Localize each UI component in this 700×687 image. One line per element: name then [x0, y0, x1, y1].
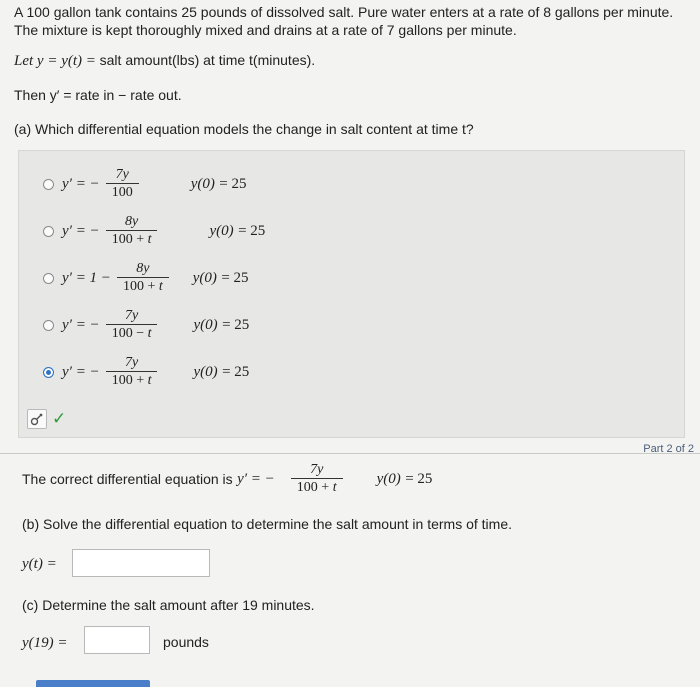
option-5-ic-rhs: = 25 — [222, 363, 250, 380]
edit-answer-icon[interactable] — [27, 409, 47, 429]
part-a-question: (a) Which differential equation models the change in salt content at time t? — [14, 121, 474, 137]
option-4-numerator: 7y — [124, 308, 139, 323]
option-2-ic-rhs: = 25 — [238, 222, 266, 239]
option-1-ic-rhs: = 25 — [219, 175, 247, 192]
correct-answer-lhs: y′ = − — [237, 470, 275, 487]
correct-answer-numerator: 7y — [310, 462, 324, 477]
option-2[interactable] — [43, 214, 265, 248]
option-5[interactable] — [43, 355, 249, 389]
let-prefix: Let y = y(t) = — [14, 53, 100, 69]
part-b-question: (b) Solve the differential equation to determine the salt amount in terms of time. — [22, 516, 512, 532]
submit-button[interactable] — [36, 680, 150, 687]
option-1[interactable] — [43, 167, 247, 201]
part-c-unit: pounds — [163, 634, 209, 650]
correct-answer-line — [22, 462, 432, 496]
option-3-fraction — [117, 261, 169, 295]
option-5-lhs: y′ = − — [62, 363, 100, 380]
problem-line-1: A 100 gallon tank contains 25 pounds of dissolved salt. Pure water enters at a rate of 8 gallons per minute. — [14, 4, 674, 20]
correct-check-icon: ✓ — [52, 409, 67, 428]
part-indicator: Part 2 of 2 — [643, 443, 694, 455]
option-2-numerator: 8y — [124, 214, 139, 229]
option-3-denominator: 100 + t — [117, 277, 169, 295]
option-4-fraction — [106, 308, 158, 342]
option-5-ic-lhs: y(0) — [193, 363, 218, 380]
option-5-radio[interactable] — [43, 367, 54, 378]
correct-answer-ic-rhs: = 25 — [405, 470, 433, 487]
option-4-ic-rhs: = 25 — [222, 316, 250, 333]
correct-answer-prefix: The correct differential equation is — [22, 471, 233, 487]
part-b-label: y(t) = — [22, 556, 57, 572]
option-2-denominator: 100 + t — [106, 230, 158, 248]
option-3-lhs: y′ = 1 − — [62, 269, 111, 286]
option-5-denominator: 100 + t — [106, 371, 158, 389]
correct-answer-denominator: 100 + t — [291, 478, 343, 496]
option-1-denominator: 100 — [106, 183, 139, 201]
option-2-lhs: y′ = − — [62, 222, 100, 239]
part-a-answer-box — [18, 150, 685, 438]
option-3-numerator: 8y — [136, 261, 150, 276]
option-3-radio[interactable] — [43, 273, 54, 284]
part-c-question: (c) Determine the salt amount after 19 minutes. — [22, 597, 315, 613]
part-b-answer-input[interactable] — [72, 549, 210, 577]
option-4-radio[interactable] — [43, 320, 54, 331]
option-1-radio[interactable] — [43, 179, 54, 190]
problem-line-2: The mixture is kept thoroughly mixed and drains at a rate of 7 gallons per minute. — [14, 22, 517, 38]
option-1-lhs: y′ = − — [62, 175, 100, 192]
part-c-answer-input[interactable] — [84, 626, 150, 654]
option-4-denominator: 100 − t — [106, 324, 158, 342]
option-5-fraction — [106, 355, 158, 389]
option-4-ic-lhs: y(0) — [193, 316, 218, 333]
divider — [0, 453, 700, 454]
option-4-lhs: y′ = − — [62, 316, 100, 333]
key-icon — [30, 412, 44, 426]
option-3-ic-lhs: y(0) — [192, 269, 217, 286]
problem-statement — [14, 3, 694, 39]
option-1-ic-lhs: y(0) — [190, 175, 215, 192]
correct-answer-ic-lhs: y(0) — [376, 470, 401, 487]
option-1-numerator: 7y — [115, 167, 129, 182]
option-2-radio[interactable] — [43, 226, 54, 237]
part-c-label: y(19) = — [22, 635, 68, 651]
let-suffix: salt amount(lbs) at time t(minutes). — [99, 52, 316, 68]
option-3-ic-rhs: = 25 — [221, 269, 249, 286]
option-4[interactable] — [43, 308, 249, 342]
option-3[interactable] — [43, 261, 249, 295]
option-2-fraction — [106, 214, 158, 248]
correct-answer-fraction — [291, 462, 343, 496]
option-1-fraction — [106, 167, 139, 201]
then-statement: Then y′ = rate in − rate out. — [14, 87, 182, 103]
let-definition — [14, 52, 315, 70]
option-2-ic-lhs: y(0) — [209, 222, 234, 239]
option-5-numerator: 7y — [124, 355, 139, 370]
